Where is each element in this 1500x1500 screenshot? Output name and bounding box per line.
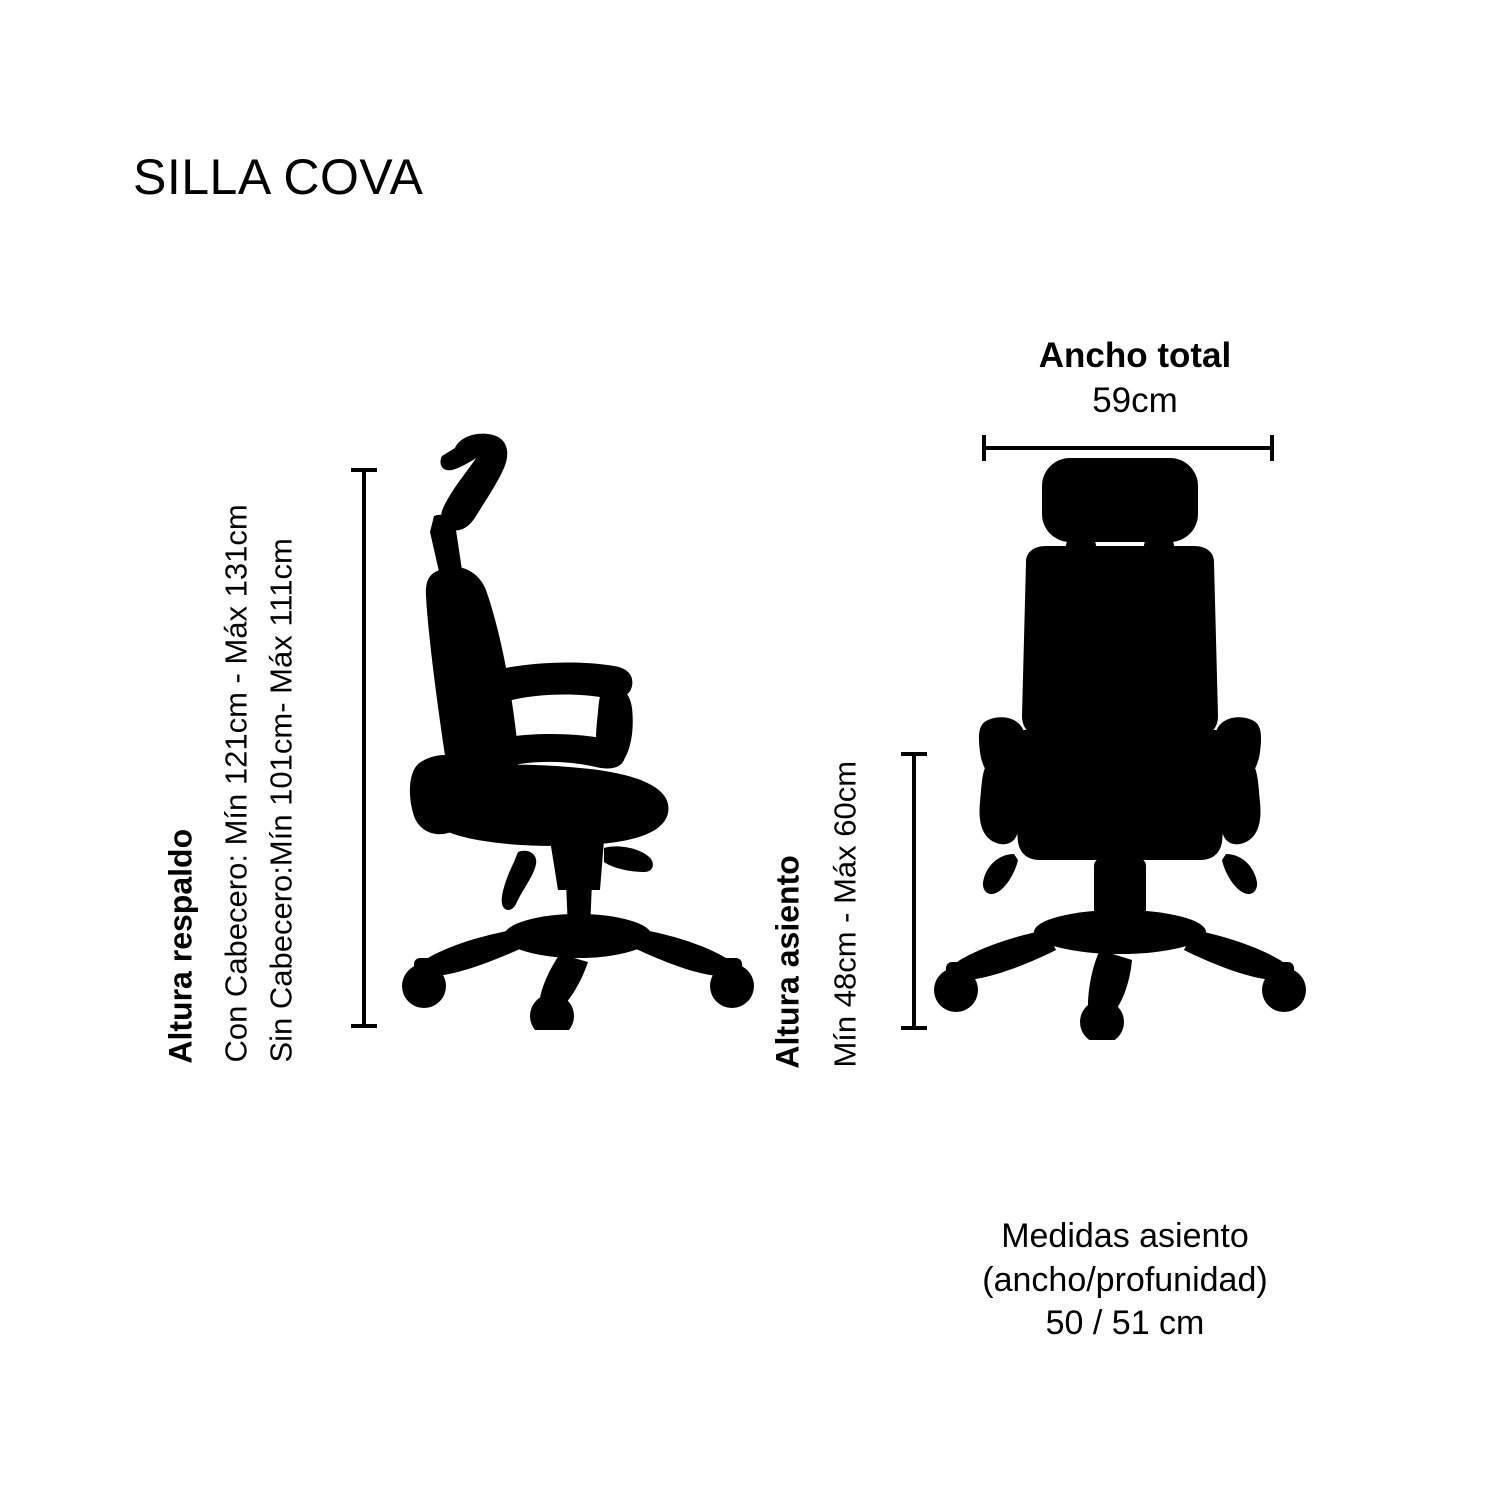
backrest-without-headrest-text: Sin Cabecero:Mín 101cm- Máx 111cm bbox=[263, 538, 299, 1063]
page-title: SILLA COVA bbox=[133, 149, 424, 205]
seat-height-range-text: Mín 48cm - Máx 60cm bbox=[827, 760, 863, 1068]
total-width-label: Ancho total bbox=[1038, 336, 1232, 375]
seat-height-dimension-line bbox=[912, 752, 916, 1030]
office-chair-side-view-icon bbox=[400, 420, 780, 1035]
total-width-value: 59cm bbox=[1092, 381, 1178, 420]
seat-height-label: Altura asiento bbox=[769, 855, 806, 1069]
seat-measures-line-1: Medidas asiento bbox=[1001, 1217, 1249, 1255]
backrest-with-headrest-text: Con Cabecero: Mín 121cm - Máx 131cm bbox=[218, 504, 254, 1063]
backrest-height-label: Altura respaldo bbox=[162, 828, 199, 1064]
office-chair-front-view-icon bbox=[930, 430, 1310, 1045]
total-width-caption bbox=[985, 335, 1285, 424]
backrest-height-dimension-line bbox=[362, 468, 366, 1028]
seat-measures-caption bbox=[905, 1215, 1345, 1346]
seat-measures-line-3: 50 / 51 cm bbox=[1045, 1304, 1205, 1343]
seat-measures-line-2: (ancho/profunidad) bbox=[982, 1260, 1268, 1299]
